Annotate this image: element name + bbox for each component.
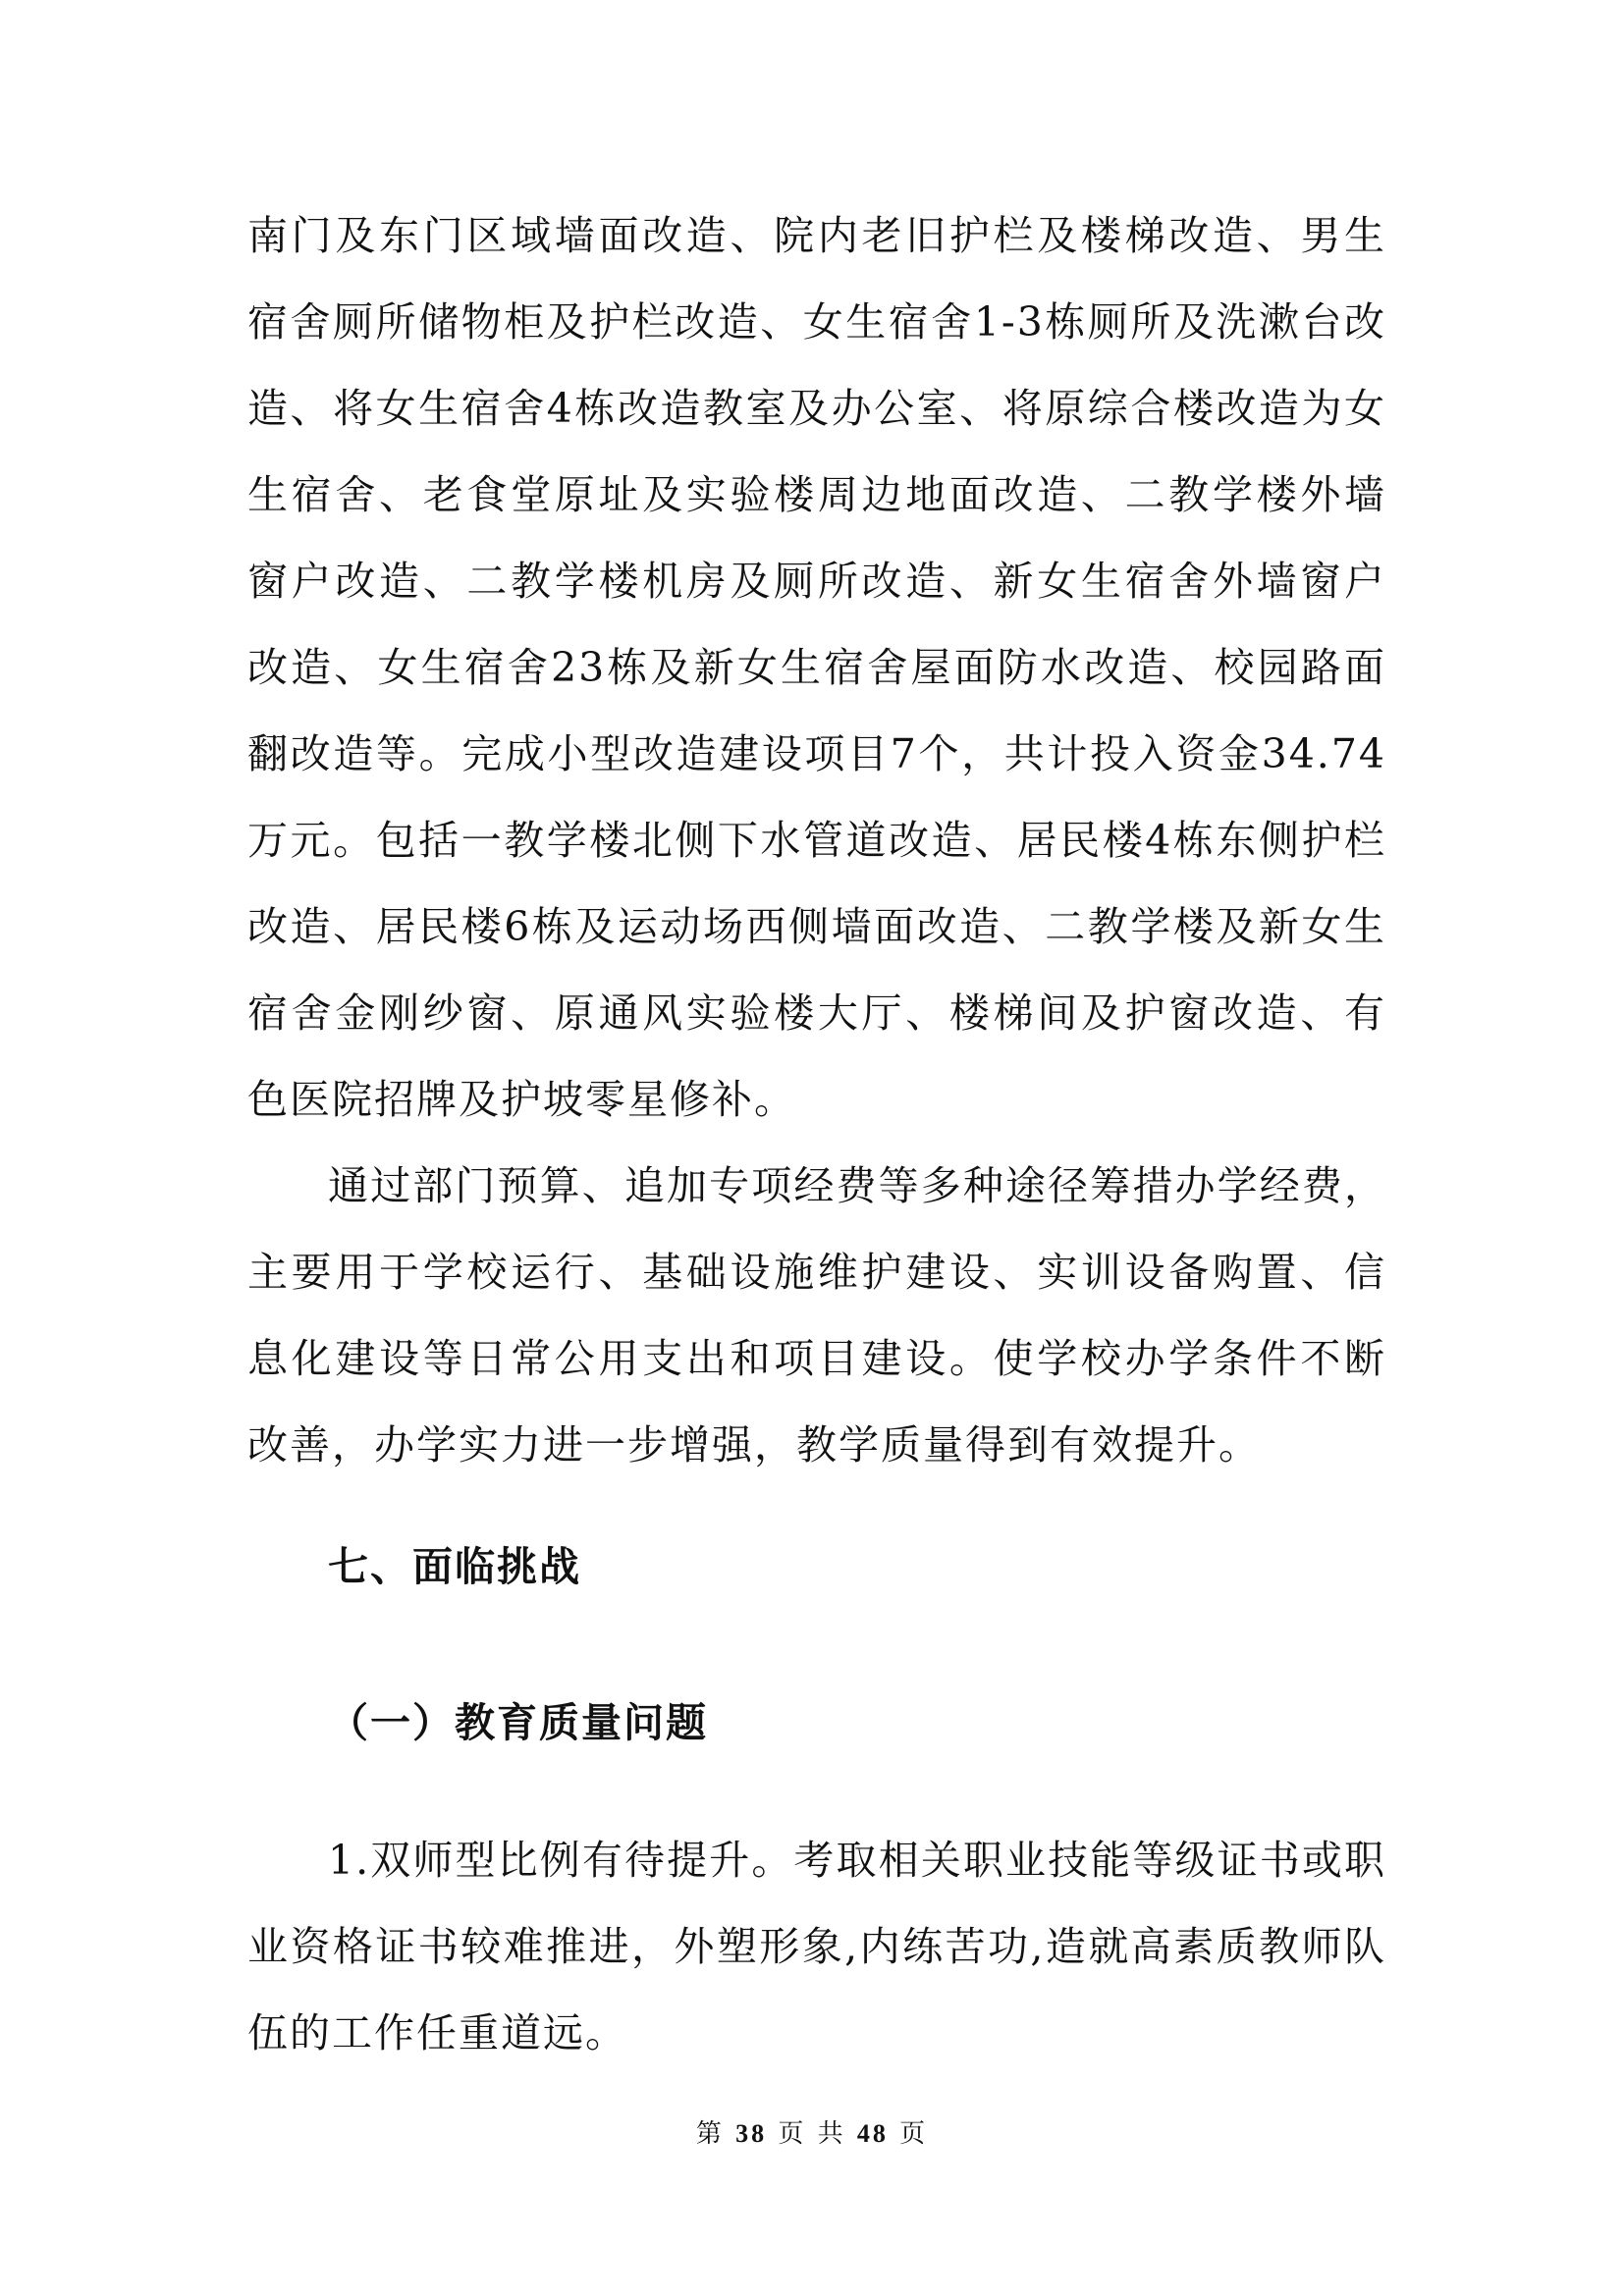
body-paragraph-2: 通过部门预算、追加专项经费等多种途径筹措办学经费，主要用于学校运行、基础设施维护建设、实训设备购置、信息化建设等日常公用支出和项目建设。使学校办学条件不断改善，办学实力进一步增强，教学质量得到有效提升。: [247, 1162, 1386, 1468]
page-footer: [0, 2116, 1624, 2152]
body-paragraph-1: 南门及东门区域墙面改造、院内老旧护栏及楼梯改造、男生宿舍厕所储物柜及护栏改造、女生宿舍1-3栋厕所及洗漱台改造、将女生宿舍4栋改造教室及办公室、将原综合楼改造为女生宿舍、老食堂原址及实验楼周边地面改造、二教学楼外墙窗户改造、二教学楼机房及厕所改造、新女生宿舍外墙窗户改造、女生宿舍23栋及新女生宿舍屋面防水改造、校园路面翻改造等。完成小型改造建设项目7个，共计投入资金34.74万元。包括一教学楼北侧下水管道改造、居民楼4栋东侧护栏改造、居民楼6栋及运动场西侧墙面改造、二教学楼及新女生宿舍金刚纱窗、原通风实验楼大厅、楼梯间及护窗改造、有色医院招牌及护坡零星修补。: [247, 212, 1386, 1123]
footer-suffix: 页: [899, 2119, 929, 2149]
footer-page-number: 38: [735, 2119, 768, 2148]
footer-prefix: 第: [695, 2119, 725, 2149]
section-heading: 七、面临挑战: [328, 1543, 581, 1590]
footer-middle: 页 共: [778, 2119, 846, 2149]
subsection-heading: （一）教育质量问题: [328, 1699, 708, 1746]
footer-total-pages: 48: [856, 2119, 889, 2148]
body-paragraph-3: 1.双师型比例有待提升。考取相关职业技能等级证书或职业资格证书较难推进，外塑形象,内练苦功,造就高素质教师队伍的工作任重道远。: [247, 1837, 1386, 2056]
